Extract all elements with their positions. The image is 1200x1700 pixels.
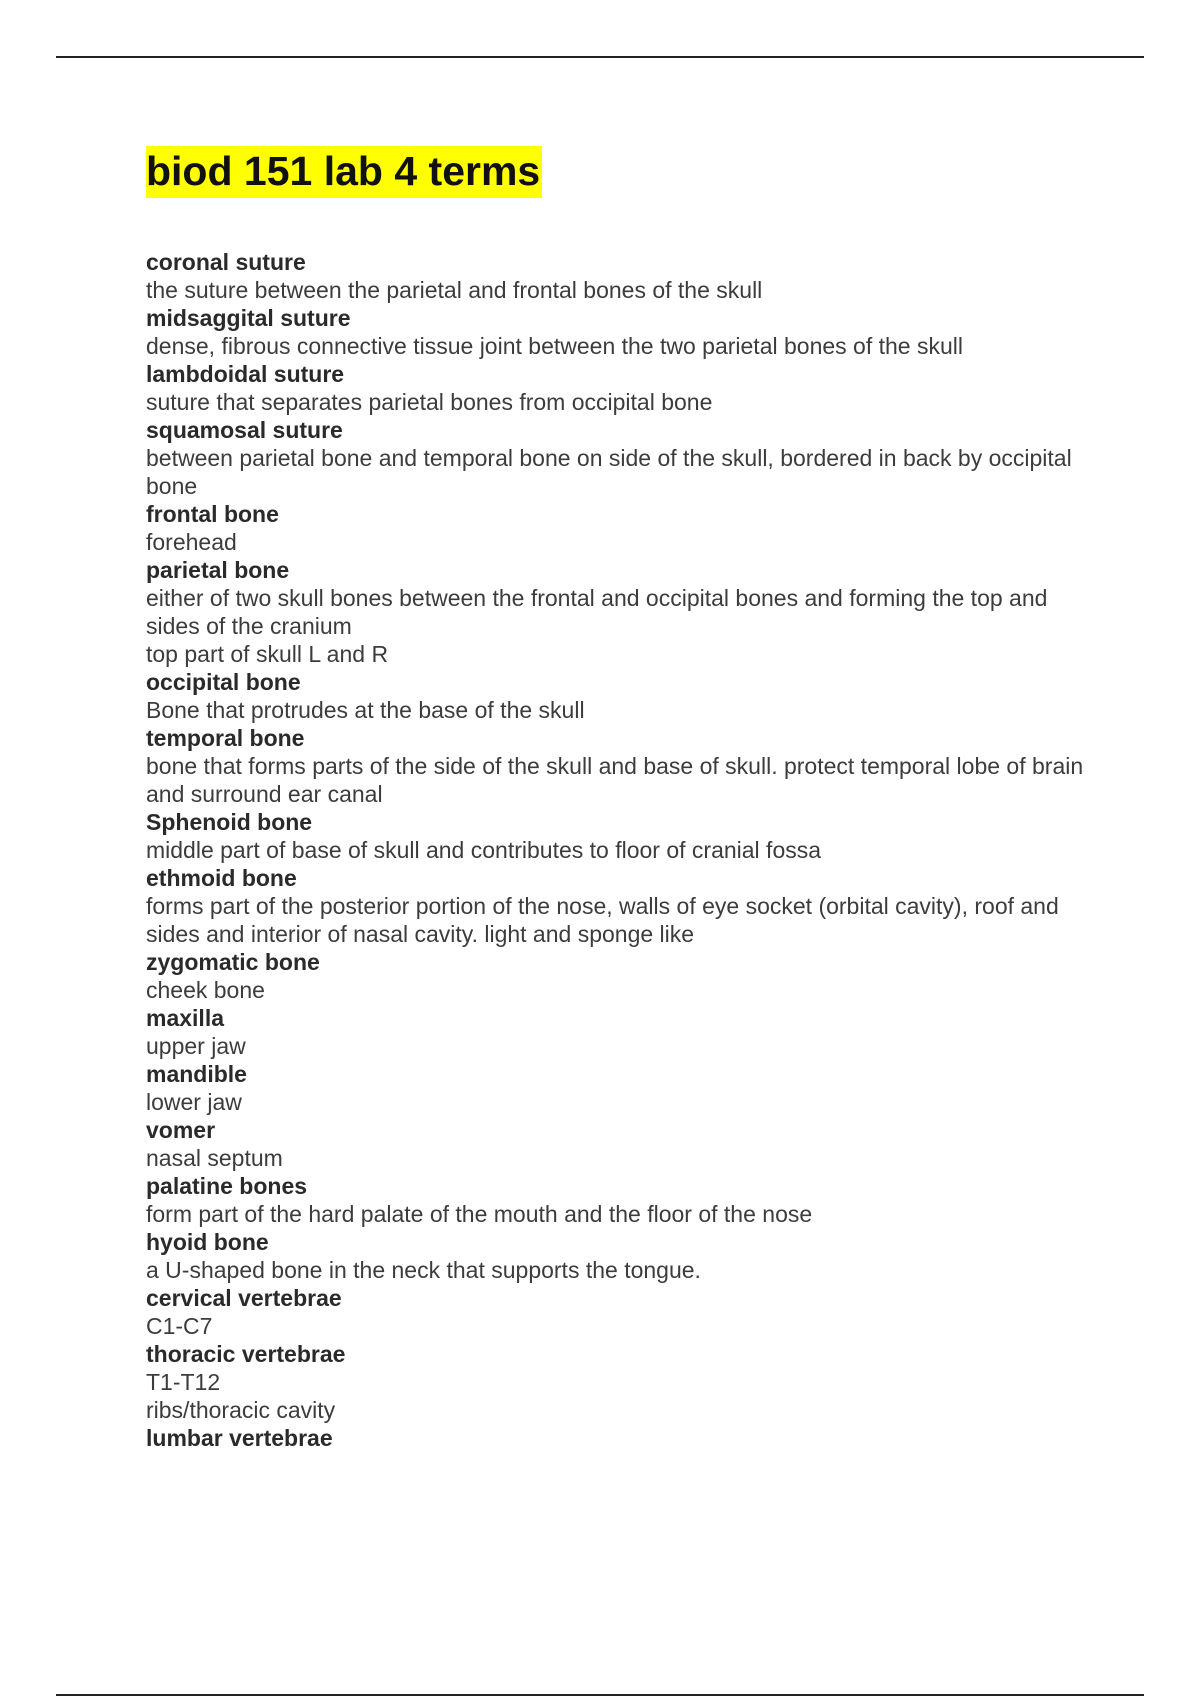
term-entry [146, 360, 1086, 416]
term-definition: the suture between the parietal and frontal bones of the skull [146, 277, 763, 303]
term-name: zygomatic bone [146, 949, 320, 975]
term-name: coronal suture [146, 249, 306, 275]
term-entry [146, 724, 1086, 808]
term-entry [146, 1116, 1086, 1172]
term-name: cervical vertebrae [146, 1285, 342, 1311]
term-name: ethmoid bone [146, 865, 297, 891]
term-name: lumbar vertebrae [146, 1425, 333, 1451]
term-definition: C1-C7 [146, 1313, 213, 1339]
term-definition: cheek bone [146, 977, 265, 1003]
term-definition: top part of skull L and R [146, 641, 389, 667]
term-name: hyoid bone [146, 1229, 269, 1255]
term-definition: T1-T12 [146, 1369, 221, 1395]
term-name: frontal bone [146, 501, 279, 527]
term-definition: nasal septum [146, 1145, 283, 1171]
term-entry [146, 556, 1086, 668]
term-name: Sphenoid bone [146, 809, 313, 835]
term-name: parietal bone [146, 557, 290, 583]
term-entry [146, 1228, 1086, 1284]
term-entry [146, 864, 1086, 948]
term-definition: lower jaw [146, 1089, 242, 1115]
term-entry [146, 304, 1086, 360]
term-definition: between parietal bone and temporal bone on side of the skull, bordered in back by occipital bone [146, 445, 1072, 499]
term-definition: forehead [146, 529, 237, 555]
term-entry [146, 1424, 1086, 1452]
term-entry [146, 808, 1086, 864]
term-name: occipital bone [146, 669, 301, 695]
term-name: thoracic vertebrae [146, 1341, 346, 1367]
term-definition: a U-shaped bone in the neck that supports the tongue. [146, 1257, 701, 1283]
term-definition: either of two skull bones between the frontal and occipital bones and forming the top and sides of the cranium [146, 585, 1048, 639]
term-entry [146, 1172, 1086, 1228]
page-title: biod 151 lab 4 terms [146, 146, 542, 198]
header-rule [56, 56, 1144, 58]
term-entry [146, 1004, 1086, 1060]
term-entry [146, 416, 1086, 500]
term-entry [146, 668, 1086, 724]
term-definition: bone that forms parts of the side of the skull and base of skull. protect temporal lobe of brain and surround ear canal [146, 753, 1084, 807]
term-definition: dense, fibrous connective tissue joint between the two parietal bones of the skull [146, 333, 963, 359]
term-entry [146, 1284, 1086, 1340]
term-definition: middle part of base of skull and contributes to floor of cranial fossa [146, 837, 822, 863]
term-name: maxilla [146, 1005, 224, 1031]
term-entry [146, 1060, 1086, 1116]
term-definition: ribs/thoracic cavity [146, 1397, 336, 1423]
term-name: midsaggital suture [146, 305, 351, 331]
term-entry [146, 948, 1086, 1004]
term-definition: suture that separates parietal bones from occipital bone [146, 389, 713, 415]
term-definition: forms part of the posterior portion of the nose, walls of eye socket (orbital cavity), roof and sides and interior of nasal cavity. light and sponge like [146, 893, 1059, 947]
term-name: squamosal suture [146, 417, 343, 443]
term-name: vomer [146, 1117, 216, 1143]
term-entry [146, 500, 1086, 556]
term-definition: Bone that protrudes at the base of the skull [146, 697, 585, 723]
term-name: temporal bone [146, 725, 305, 751]
term-name: mandible [146, 1061, 247, 1087]
term-definition: upper jaw [146, 1033, 246, 1059]
term-entry [146, 248, 1086, 304]
term-name: lambdoidal suture [146, 361, 345, 387]
term-name: palatine bones [146, 1173, 308, 1199]
footer-rule [56, 1694, 1144, 1696]
term-definition: form part of the hard palate of the mouth and the floor of the nose [146, 1201, 813, 1227]
term-entry [146, 1340, 1086, 1424]
terms-list [146, 248, 1086, 1452]
